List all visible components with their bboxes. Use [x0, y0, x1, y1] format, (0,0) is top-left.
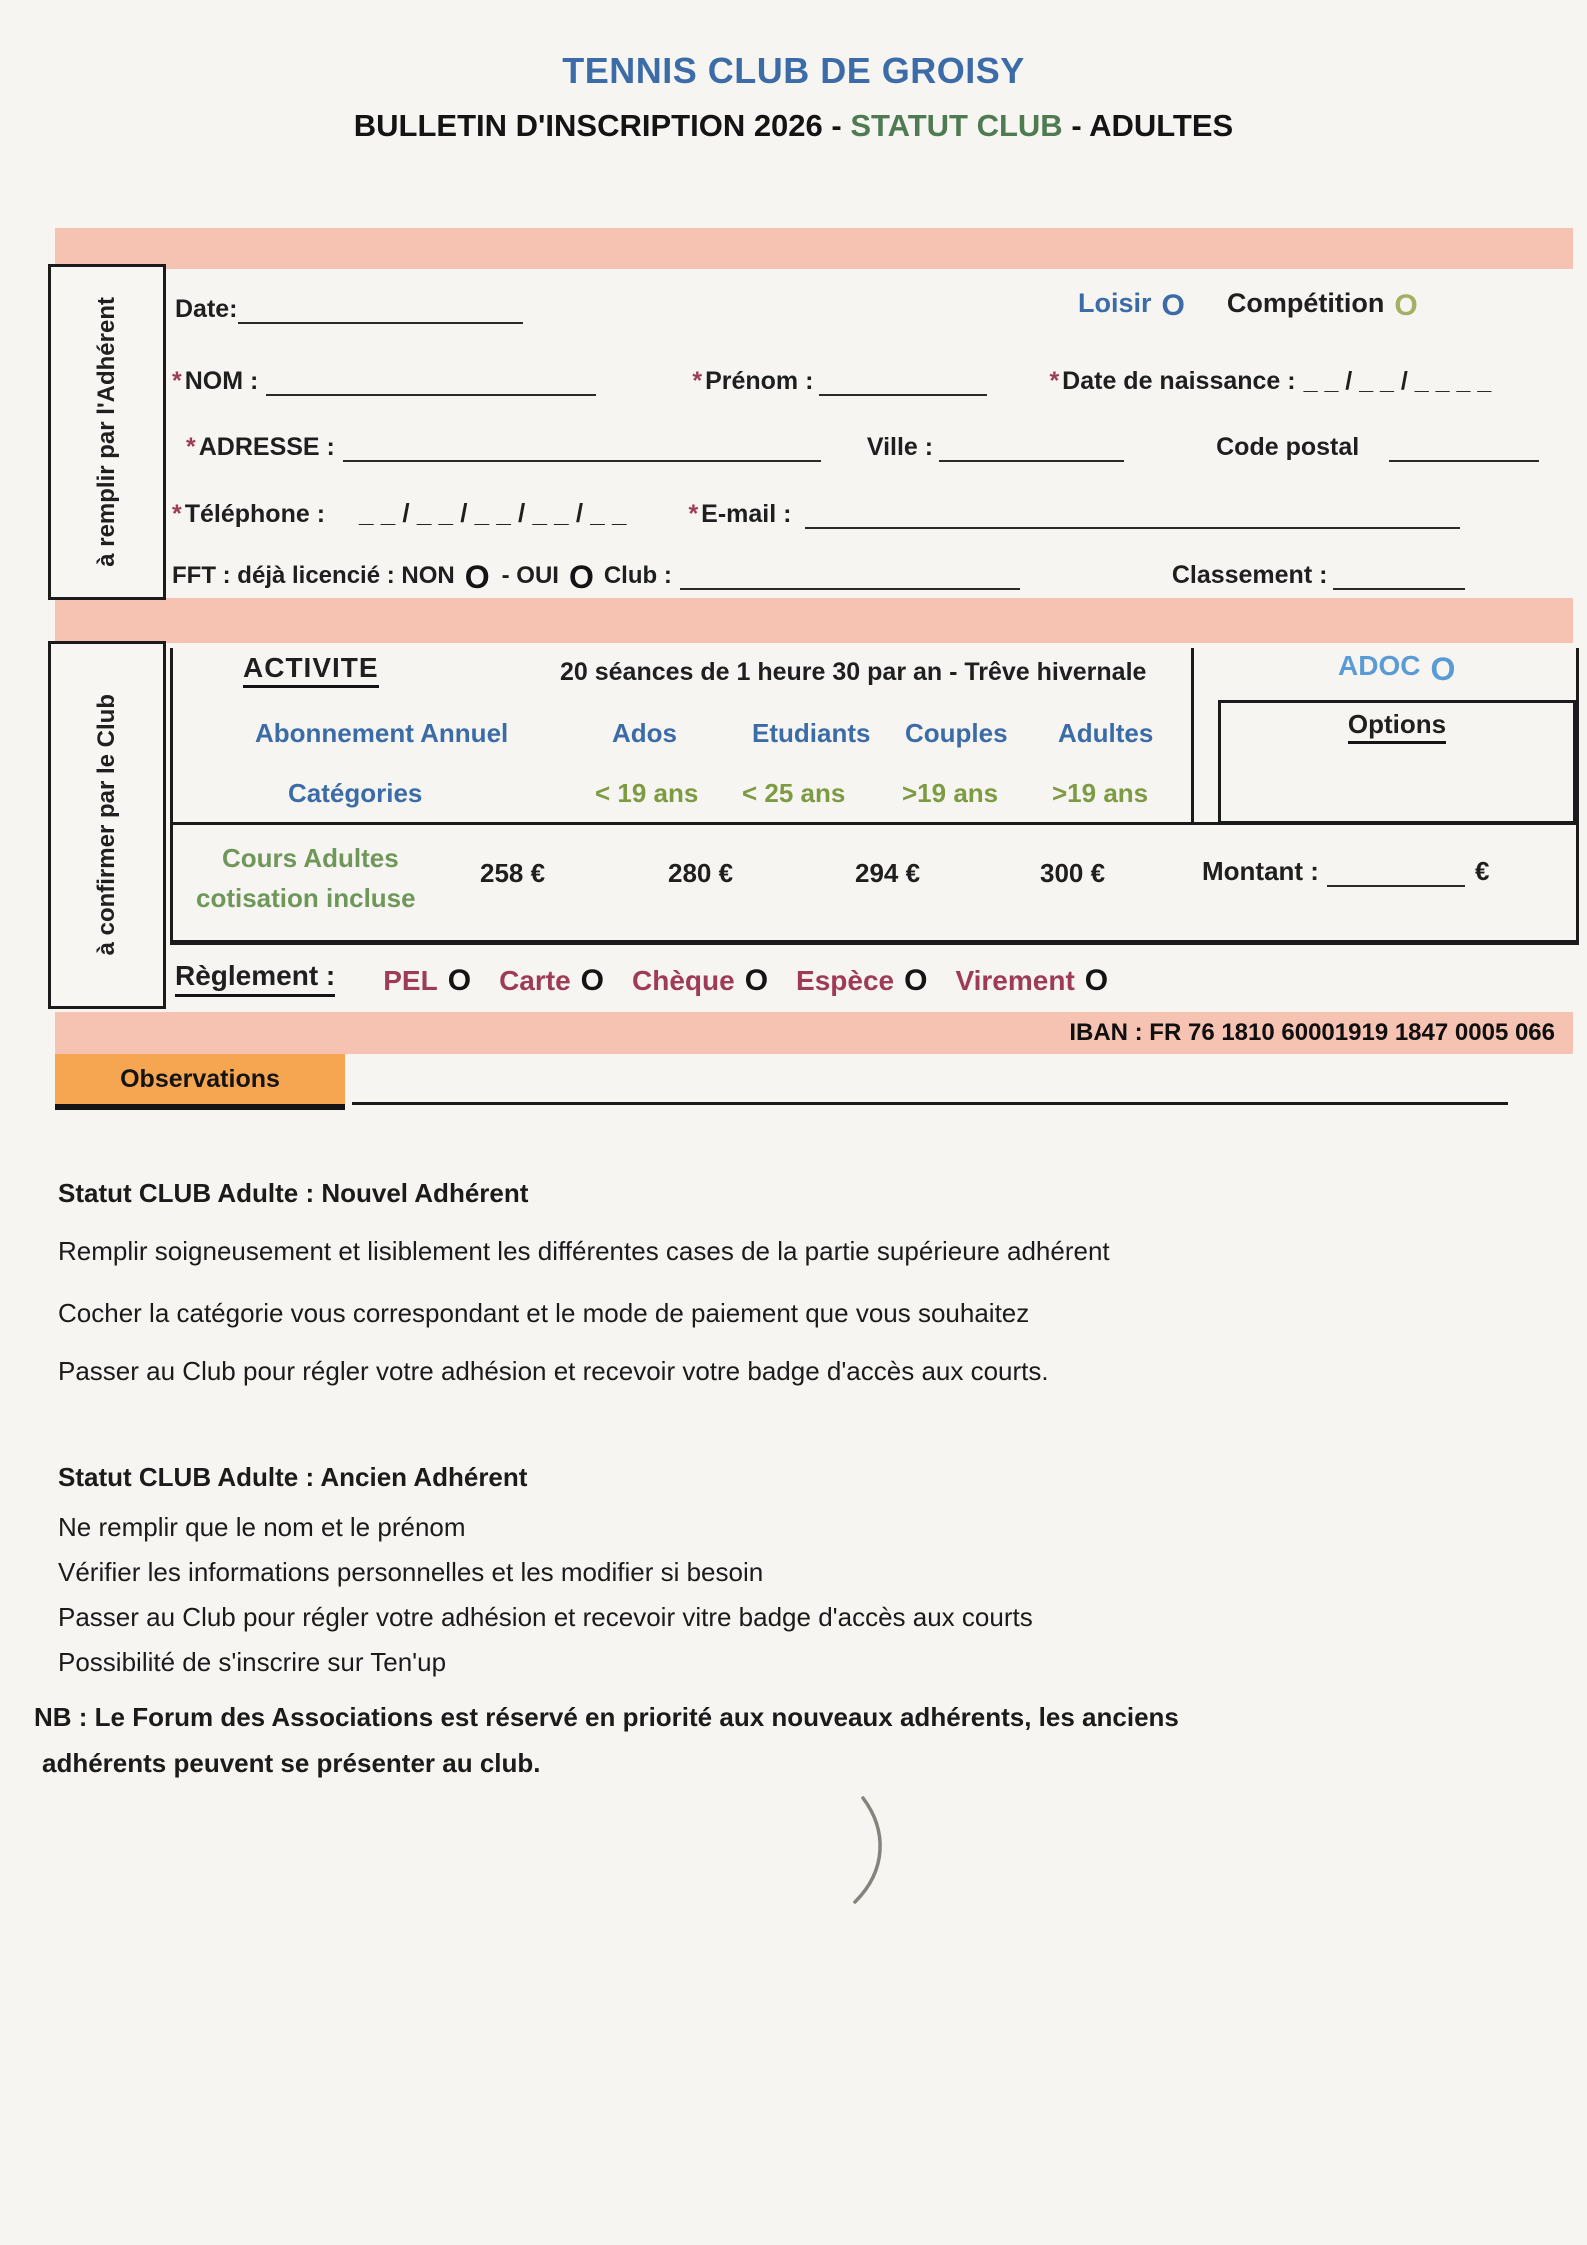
pen-mark [835, 1790, 915, 1910]
prenom-required-asterisk: * [692, 367, 703, 395]
competition-label: Compétition [1226, 288, 1385, 318]
category-etudiants: < 25 ans [742, 778, 846, 808]
form-subtitle [0, 108, 1587, 144]
payment-option-virement [955, 965, 1108, 997]
adherent-sidebar-label: à remplir par l'Adhérent [93, 297, 120, 567]
new-member-line-3: Passer au Club pour régler votre adhésion et recevoir votre badge d'accès aux courts. [58, 1356, 1049, 1386]
virement-label: Virement [955, 965, 1075, 996]
old-member-title: Statut CLUB Adulte : Ancien Adhérent [58, 1462, 528, 1492]
price-etudiants: 280 € [668, 858, 734, 888]
address-row [186, 432, 1539, 462]
ville-blank[interactable] [939, 432, 1124, 462]
fft-oui-label: - OUI [501, 562, 559, 589]
table-border-left [170, 648, 173, 945]
date-row [175, 294, 523, 324]
espece-radio[interactable]: O [904, 964, 928, 997]
options-title-wrap [1221, 709, 1573, 740]
payment-option-pel [383, 965, 471, 997]
subtitle-status: STATUT CLUB [850, 108, 1063, 143]
ville-label: Ville : [866, 433, 934, 461]
loisir-label: Loisir [1078, 288, 1152, 318]
activite-title-wrap [243, 652, 379, 684]
carte-label: Carte [499, 965, 571, 996]
col-header-etudiants: Etudiants [752, 718, 871, 748]
old-member-line-3: Passer au Club pour régler votre adhésion et recevoir vitre badge d'accès aux courts [58, 1602, 1033, 1632]
col-header-adultes: Adultes [1058, 718, 1154, 748]
category-ados: < 19 ans [595, 778, 699, 808]
fft-oui-radio[interactable]: O [568, 559, 594, 595]
telephone-blank[interactable]: _ _ / _ _ / _ _ / _ _ / _ _ [359, 498, 627, 528]
category-adultes: >19 ans [1052, 778, 1149, 808]
price-couples: 294 € [855, 858, 921, 888]
prenom-label: Prénom : [705, 367, 814, 395]
col-header-couples: Couples [905, 718, 1008, 748]
old-member-line-4: Possibilité de s'inscrire sur Ten'up [58, 1647, 447, 1677]
divider-band-top [55, 228, 1573, 269]
cotisation-incluse-label: cotisation incluse [196, 883, 416, 913]
cheque-label: Chèque [632, 965, 735, 996]
seances-text: 20 séances de 1 heure 30 par an - Trêve hivernale [560, 658, 1147, 686]
nom-label: NOM : [184, 367, 259, 395]
old-member-line-1: Ne remplir que le nom et le prénom [58, 1512, 466, 1542]
fft-label: FFT : déjà licencié : NON [172, 562, 455, 589]
classement-blank[interactable] [1333, 560, 1465, 590]
adoc-row [1338, 650, 1456, 687]
identity-row [172, 366, 1491, 396]
old-member-line-2: Vérifier les informations personnelles et les modifier si besoin [58, 1557, 764, 1587]
pel-radio[interactable]: O [447, 964, 472, 997]
activite-title: ACTIVITE [243, 652, 379, 688]
fft-non-radio[interactable]: O [464, 559, 490, 595]
page-title: TENNIS CLUB DE GROISY [562, 50, 1025, 91]
nom-required-asterisk: * [172, 367, 182, 395]
observations-blank[interactable] [352, 1102, 1508, 1105]
telephone-required-asterisk: * [172, 500, 182, 528]
subtitle-prefix: BULLETIN D'INSCRIPTION 2026 - [353, 108, 851, 143]
cheque-radio[interactable]: O [744, 964, 769, 997]
divider-band-middle [55, 598, 1573, 643]
category-couples: >19 ans [902, 778, 999, 808]
iban-band [55, 1012, 1573, 1054]
virement-radio[interactable]: O [1084, 964, 1109, 997]
adresse-blank[interactable] [343, 432, 821, 462]
fft-club-blank[interactable] [680, 560, 1020, 590]
montant-row [1202, 856, 1489, 887]
options-box [1218, 700, 1576, 824]
code-postal-label: Code postal [1216, 433, 1360, 461]
email-blank[interactable] [805, 499, 1460, 529]
email-required-asterisk: * [688, 500, 699, 528]
loisir-radio[interactable]: O [1161, 289, 1185, 322]
date-label: Date: [175, 295, 238, 323]
price-adultes: 300 € [1040, 858, 1106, 888]
fft-club-label: Club : [603, 562, 672, 589]
price-ados: 258 € [480, 858, 546, 888]
col-header-ados: Ados [612, 718, 677, 748]
pel-label: PEL [383, 965, 438, 996]
table-border-options-separator [1191, 648, 1194, 825]
carte-radio[interactable]: O [580, 964, 604, 997]
adoc-radio[interactable]: O [1430, 651, 1456, 687]
classement-label: Classement : [1171, 561, 1328, 589]
code-postal-blank[interactable] [1389, 432, 1539, 462]
table-border-bottom [170, 940, 1579, 945]
subtitle-suffix: - ADULTES [1062, 108, 1234, 143]
fft-row [172, 559, 1465, 595]
licence-type-row [1078, 288, 1418, 322]
club-sidebar-label: à confirmer par le Club [93, 694, 120, 956]
new-member-title: Statut CLUB Adulte : Nouvel Adhérent [58, 1178, 529, 1208]
espece-label: Espèce [796, 965, 895, 996]
new-member-line-2: Cocher la catégorie vous correspondant et le mode de paiement que vous souhaitez [58, 1298, 1030, 1328]
naissance-blank[interactable]: _ _ / _ _ / _ _ _ _ [1303, 367, 1492, 395]
contact-row [172, 498, 1460, 529]
date-blank[interactable] [238, 294, 523, 324]
euro-symbol: € [1474, 856, 1490, 886]
payment-option-cheque [632, 965, 768, 997]
telephone-label: Téléphone : [184, 500, 326, 528]
montant-blank[interactable] [1327, 857, 1465, 887]
table-border-right [1576, 648, 1579, 945]
competition-radio[interactable]: O [1394, 289, 1418, 322]
naissance-label: Date de naissance : [1062, 367, 1296, 395]
new-member-line-1: Remplir soigneusement et lisiblement les différentes cases de la partie supérieure adhérent [58, 1236, 1110, 1266]
prenom-blank[interactable] [819, 366, 987, 396]
payment-option-carte [499, 965, 604, 997]
reglement-row [175, 960, 1108, 997]
payment-option-espece [796, 965, 927, 997]
nom-blank[interactable] [266, 366, 596, 396]
adoc-label: ADOC [1338, 650, 1421, 681]
observations-label: Observations [120, 1064, 280, 1093]
cours-adultes-label: Cours Adultes [222, 843, 399, 873]
reglement-label: Règlement : [175, 960, 335, 997]
adresse-required-asterisk: * [186, 433, 196, 461]
observations-box [55, 1054, 345, 1110]
club-sidebar-box [48, 641, 166, 1009]
email-label: E-mail : [701, 500, 792, 528]
iban-text: IBAN : FR 76 1810 60001919 1847 0005 066 [1069, 1019, 1555, 1046]
options-title: Options [1348, 709, 1446, 744]
adherent-sidebar-box [48, 264, 166, 600]
nb-line-2: adhérents peuvent se présenter au club. [42, 1748, 541, 1778]
row-header-categories: Catégories [288, 778, 423, 808]
adresse-label: ADRESSE : [198, 433, 335, 461]
col-header-abonnement: Abonnement Annuel [255, 718, 509, 748]
nb-line-1: NB : Le Forum des Associations est réservé en priorité aux nouveaux adhérents, les anciens [34, 1702, 1179, 1732]
naissance-required-asterisk: * [1049, 367, 1060, 395]
montant-label: Montant : [1202, 856, 1319, 886]
